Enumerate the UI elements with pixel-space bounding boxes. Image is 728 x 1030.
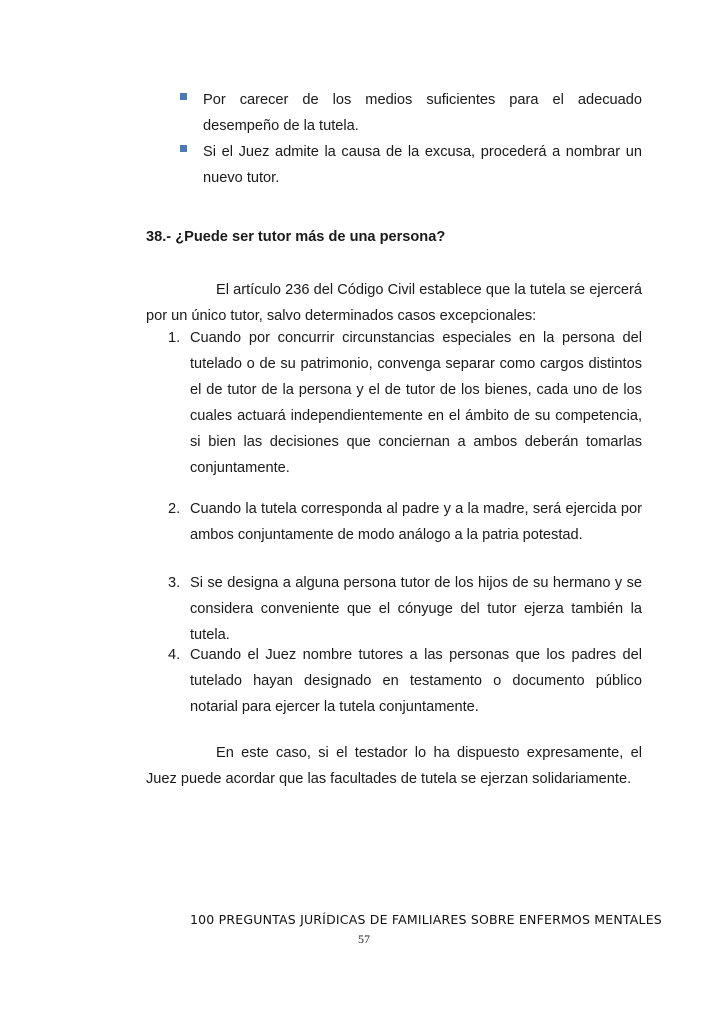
list-item: [168, 570, 642, 648]
bullet-text: Si el Juez admite la causa de la excusa, procederá a nombrar un nuevo tutor.: [203, 144, 642, 186]
intro-paragraph: [146, 277, 642, 329]
bullet-text: Por carecer de los medios suficientes para el adecuado desempeño de la tutela.: [203, 92, 642, 134]
footer-title: 100 PREGUNTAS JURÍDICAS DE FAMILIARES SOBRE ENFERMOS MENTALES: [190, 912, 662, 927]
square-bullet-icon: [180, 145, 187, 152]
list-number: 2.: [168, 501, 181, 517]
closing-text: En este caso, si el testador lo ha dispuesto expresamente, el Juez puede acordar que las facultades de tutela se ejerzan solidariamente.: [146, 745, 642, 787]
list-item: [168, 325, 642, 481]
closing-paragraph: [146, 740, 642, 792]
list-number: 1.: [168, 330, 181, 346]
bullet-item: [180, 87, 642, 139]
intro-text: El artículo 236 del Código Civil establece que la tutela se ejercerá por un único tutor, salvo determinados casos excepcionales:: [146, 282, 642, 324]
list-item: [168, 642, 642, 720]
section-heading: 38.- ¿Puede ser tutor más de una persona?: [146, 229, 446, 245]
list-item: [168, 496, 642, 548]
list-text: Cuando por concurrir circunstancias especiales en la persona del tutelado o de su patrimonio, convenga separar como cargos distintos el de tutor de la persona y el de tutor de los bienes, cada uno de los cuales actuará independientemente en el ámbito de su competencia, si bien las decisiones que conciernan a ambos deberán tomarlas conjuntamente.: [190, 330, 642, 476]
list-number: 4.: [168, 647, 181, 663]
list-text: Si se designa a alguna persona tutor de los hijos de su hermano y se considera conveniente que el cónyuge del tutor ejerza también la tutela.: [190, 575, 642, 643]
list-text: Cuando el Juez nombre tutores a las personas que los padres del tutelado hayan designado en testamento o documento público notarial para ejercer la tutela conjuntamente.: [190, 647, 642, 715]
square-bullet-icon: [180, 93, 187, 100]
bullet-item: [180, 139, 642, 191]
page-number: 57: [358, 932, 370, 946]
list-number: 3.: [168, 575, 181, 591]
list-text: Cuando la tutela corresponda al padre y a la madre, será ejercida por ambos conjuntamente de modo análogo a la patria potestad.: [190, 501, 642, 543]
